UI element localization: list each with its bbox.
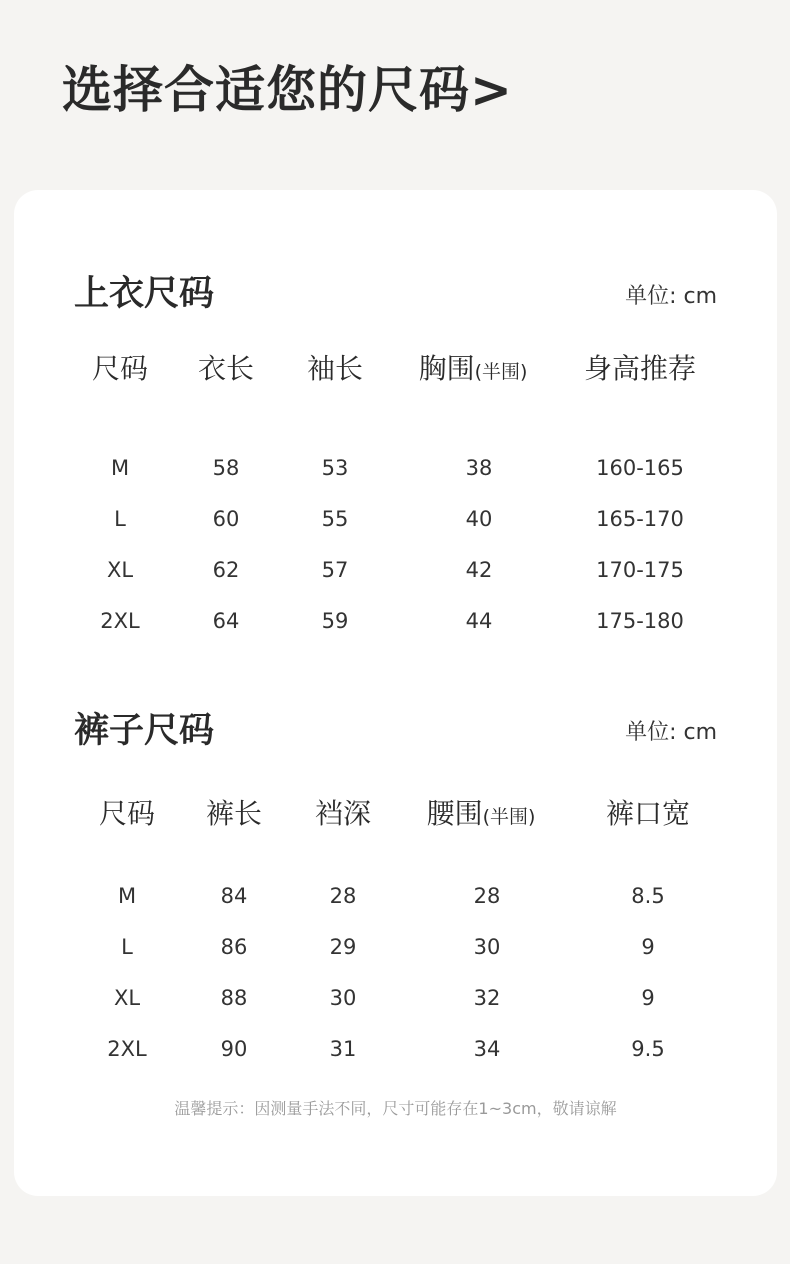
top-header-length: 衣长 bbox=[197, 352, 254, 385]
top-header-sleeve: 袖长 bbox=[306, 352, 363, 385]
top-unit-label: 单位: cm bbox=[625, 284, 717, 309]
pants-unit-label: 单位: cm bbox=[625, 720, 717, 745]
size-chart-card bbox=[14, 190, 777, 1196]
page-title: 选择合适您的尺码> bbox=[62, 61, 513, 119]
top-size-title: 上衣尺码 bbox=[74, 274, 215, 314]
pants-header-length: 裤长 bbox=[205, 797, 262, 830]
pants-size-title: 裤子尺码 bbox=[74, 711, 215, 751]
table-row: XL 62 57 42 170-175 bbox=[106, 558, 684, 582]
table-row: 2XL 64 59 44 175-180 bbox=[100, 609, 684, 633]
pants-header-waist: 腰围(半围) bbox=[426, 797, 536, 830]
top-header-row bbox=[14, 349, 777, 389]
pants-header-hem: 裤口宽 bbox=[605, 797, 690, 830]
table-row: M 58 53 38 160-165 bbox=[110, 456, 684, 480]
pants-header-row bbox=[14, 794, 777, 834]
top-header-size: 尺码 bbox=[91, 352, 148, 385]
table-row: M 84 28 28 8.5 bbox=[117, 884, 665, 908]
top-header-height: 身高推荐 bbox=[583, 352, 696, 385]
pants-header-rise: 裆深 bbox=[314, 797, 371, 830]
table-row: 2XL 90 31 34 9.5 bbox=[107, 1037, 665, 1061]
table-row: L 86 29 30 9 bbox=[121, 935, 655, 959]
pants-header-size: 尺码 bbox=[98, 797, 155, 830]
measurement-note: 温馨提示：因测量手法不同，尺寸可能存在1~3cm，敬请谅解 bbox=[174, 1099, 617, 1118]
table-row: XL 88 30 32 9 bbox=[113, 986, 655, 1010]
table-row: L 60 55 40 165-170 bbox=[114, 507, 684, 531]
top-header-chest: 胸围(半围) bbox=[418, 352, 528, 385]
